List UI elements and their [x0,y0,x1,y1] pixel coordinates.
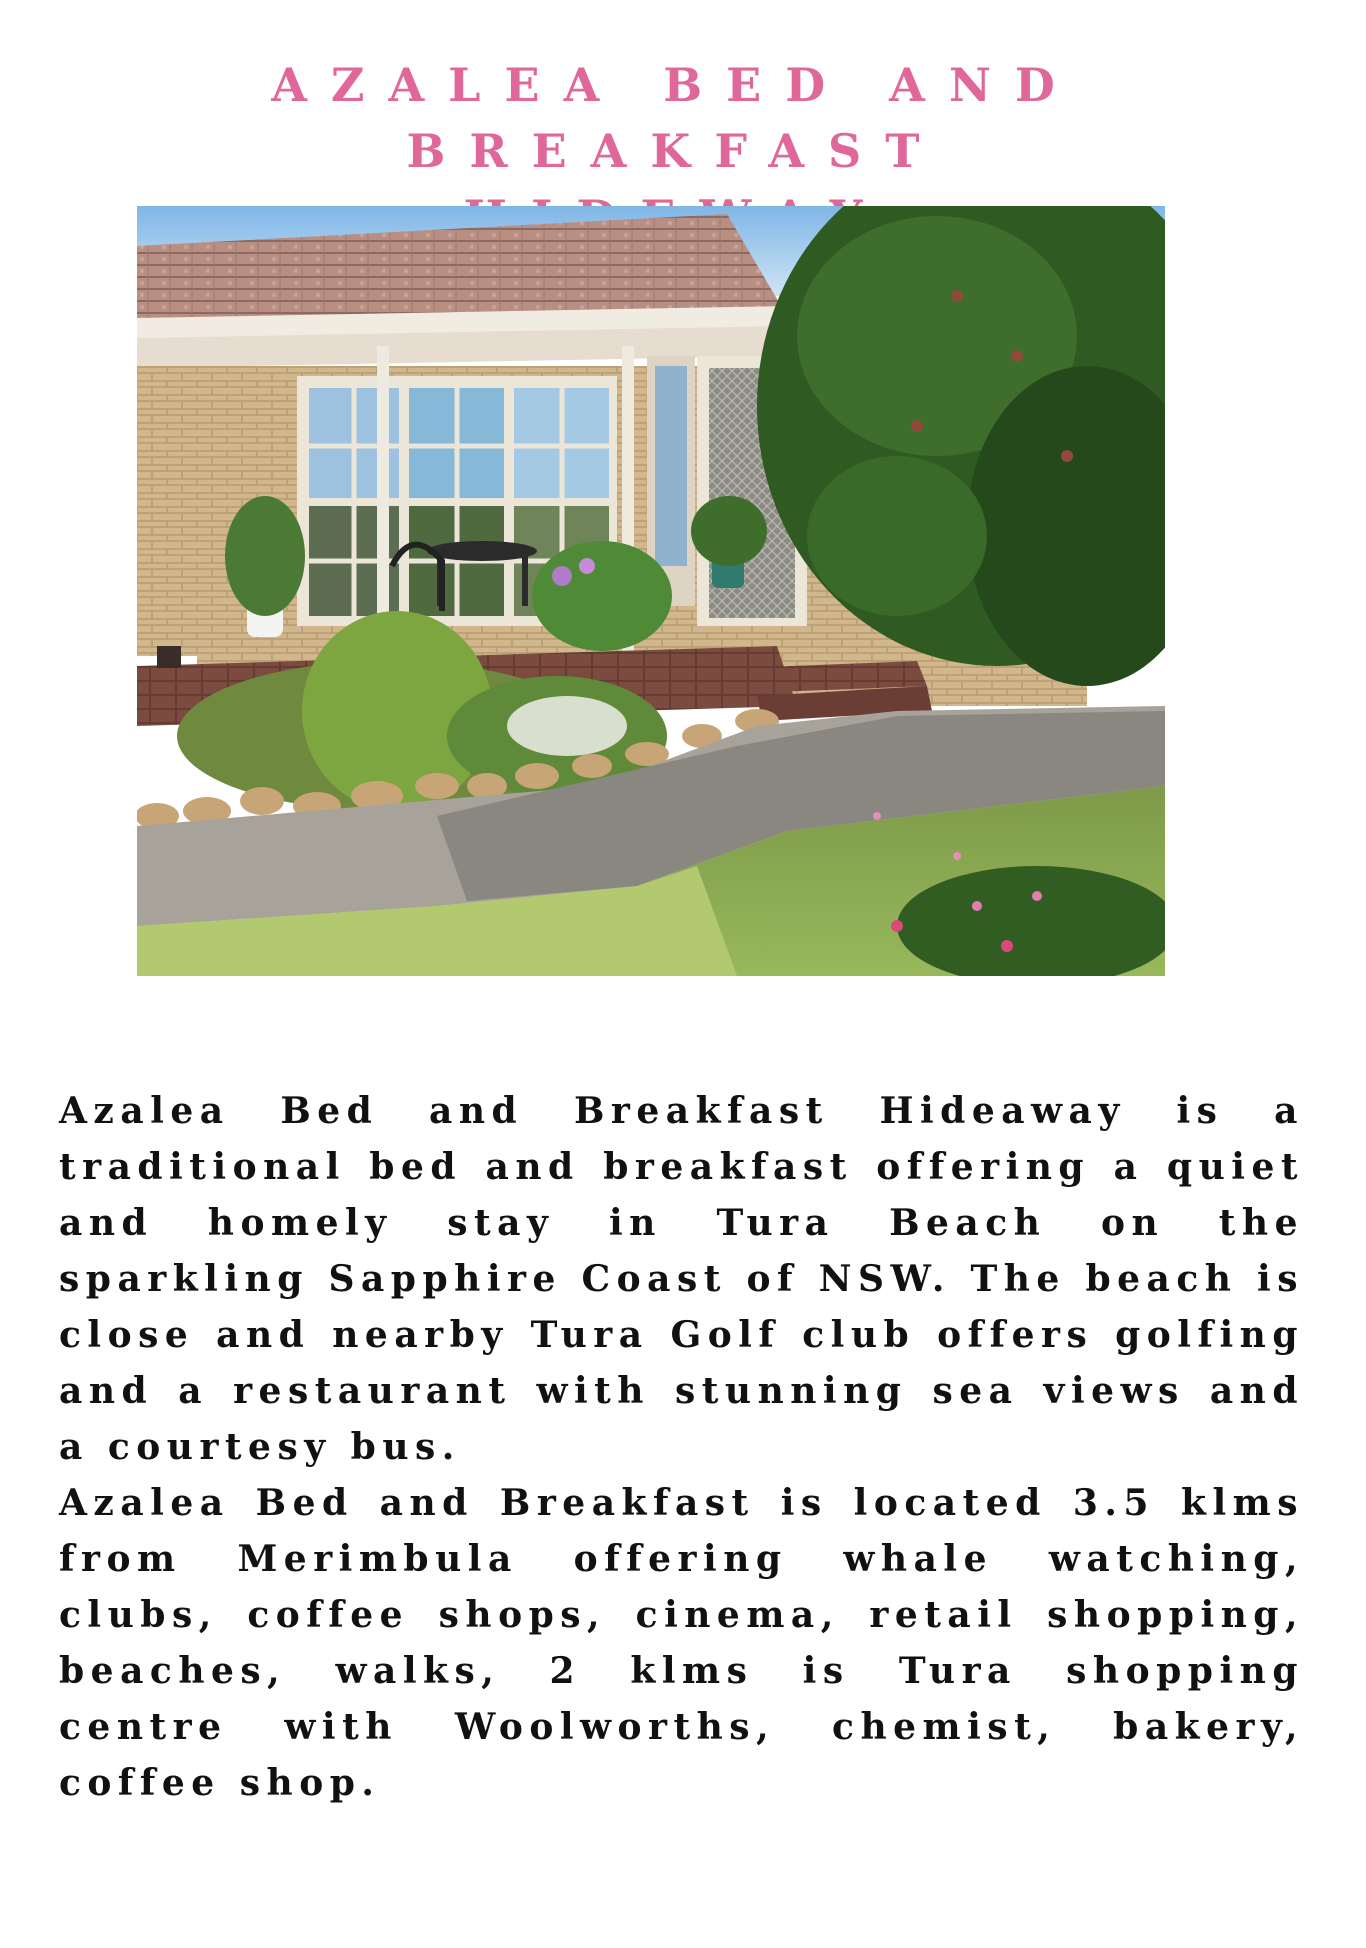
house-photo [137,206,1165,976]
description-text [59,1083,1304,1811]
description-paragraph-2: Azalea Bed and Breakfast is located 3.5 klms from Merimbula offering whale watching, clubs, coffee shops, cinema, retail shopping, beaches, walks, 2 klms is Tura shopping centre with Woolworths, chemist, bakery, coffee shop. [59,1482,1304,1804]
page-title-line-1: AZALEA BED AND BREAKFAST [271,58,1079,178]
description-paragraph-1: Azalea Bed and Breakfast Hideaway is a traditional bed and breakfast offering a quiet and homely stay in Tura Beach on the sparkling Sapphire Coast of NSW. The beach is close and nearby Tura Golf club offers golfing and a restaurant with stunning sea views and a courtesy bus. [59,1090,1304,1468]
